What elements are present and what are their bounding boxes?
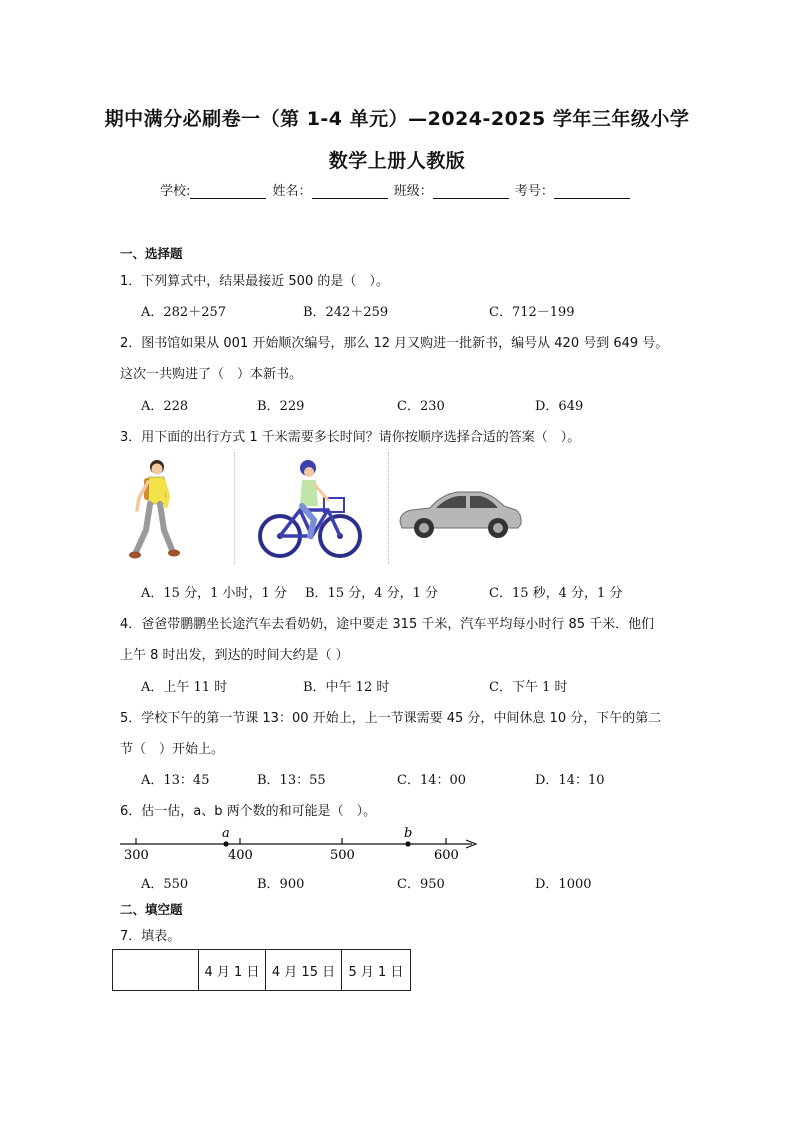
q6-option-a[interactable]: A．550 — [141, 877, 189, 892]
car-icon — [396, 484, 524, 540]
question-1: 1．下列算式中，结果最接近 500 的是（ ）。 — [120, 274, 389, 289]
walking-boy-icon — [124, 458, 182, 566]
q4-option-c[interactable]: C．下午 1 时 — [489, 680, 568, 695]
question-2: 2．图书馆如果从 001 开始顺次编号，那么 12 月又购进一批新书，编号从 420 号到 649 号。 — [120, 336, 669, 351]
table-header-may1: 5 月 1 日 — [342, 950, 411, 991]
exam-number-field[interactable] — [554, 184, 630, 199]
page-title-line2: 数学上册人教版 — [328, 150, 466, 172]
q1-option-b[interactable]: B．242＋259 — [303, 305, 389, 320]
q5-option-b[interactable]: B．13：55 — [257, 773, 326, 788]
q4-option-b[interactable]: B．中午 12 时 — [303, 680, 390, 695]
table-header-apr15: 4 月 15 日 — [266, 950, 342, 991]
q5-option-a[interactable]: A．13：45 — [141, 773, 210, 788]
question-4: 4．爸爸带鹏鹏坐长途汽车去看奶奶，途中要走 315 千米，汽车平均每小时行 85 千米．他们 — [120, 617, 655, 632]
exam-number-label: 考号： — [514, 184, 554, 199]
point-b-dot — [405, 841, 410, 846]
image-divider-2 — [388, 452, 389, 564]
q5-option-d[interactable]: D．14：10 — [535, 773, 605, 788]
cyclist-icon — [256, 458, 364, 564]
page-title: 期中满分必刷卷一（第 1-4 单元）—2024-2025 学年三年级小学 — [104, 108, 690, 130]
section-fill-heading: 二、填空题 — [120, 902, 183, 917]
q6-option-b[interactable]: B．900 — [257, 877, 305, 892]
question-4-line2: 上午 8 时出发，到达的时间大约是（ ） — [120, 648, 349, 663]
table-header-apr1: 4 月 1 日 — [199, 950, 266, 991]
image-divider — [234, 452, 235, 564]
number-line — [116, 824, 482, 866]
q3-option-b[interactable]: B．15 分，4 分，1 分 — [305, 586, 439, 601]
class-field[interactable] — [433, 184, 509, 199]
table-row — [113, 950, 411, 991]
school-field[interactable] — [190, 184, 266, 199]
q6-option-c[interactable]: C．950 — [397, 877, 445, 892]
q4-option-a[interactable]: A．上午 11 时 — [141, 680, 228, 695]
q2-option-b[interactable]: B．229 — [257, 399, 305, 414]
question-5-line2: 节（ ）开始上。 — [120, 742, 225, 757]
student-info-line — [160, 180, 632, 199]
tick-label-300: 300 — [124, 848, 149, 863]
tick-label-400: 400 — [228, 848, 253, 863]
name-field[interactable] — [312, 184, 388, 199]
q2-option-c[interactable]: C．230 — [397, 399, 445, 414]
q5-option-c[interactable]: C．14：00 — [397, 773, 467, 788]
q2-option-d[interactable]: D．649 — [535, 399, 584, 414]
question-3: 3．用下面的出行方式 1 千米需要多长时间？请你按顺序选择合适的答案（ ）。 — [120, 430, 581, 445]
q2-option-a[interactable]: A．228 — [141, 399, 189, 414]
point-a-dot — [223, 841, 228, 846]
question-6: 6．估一估，a、b 两个数的和可能是（ ）。 — [120, 804, 377, 819]
question-5: 5．学校下午的第一节课 13：00 开始上，上一节课需要 45 分，中间休息 10 分，下午的第二 — [120, 711, 662, 726]
q3-option-a[interactable]: A．15 分，1 小时，1 分 — [141, 586, 287, 601]
question-2-line2: 这次一共购进了（ ）本新书。 — [120, 367, 303, 382]
class-label: 班级： — [393, 184, 433, 199]
point-b-label: b — [404, 826, 413, 841]
section-choice-heading: 一、选择题 — [120, 246, 183, 261]
question-7: 7．填表。 — [120, 929, 181, 944]
tick-label-500: 500 — [330, 848, 355, 863]
fill-table — [112, 949, 411, 991]
table-cell-blank[interactable] — [113, 950, 199, 991]
q1-option-c[interactable]: C．712－199 — [489, 305, 575, 320]
q3-option-c[interactable]: C．15 秒，4 分，1 分 — [489, 586, 623, 601]
point-a-label: a — [222, 826, 230, 841]
tick-label-600: 600 — [434, 848, 459, 863]
name-label: 姓名： — [272, 184, 312, 199]
q6-option-d[interactable]: D．1000 — [535, 877, 592, 892]
q1-option-a[interactable]: A．282＋257 — [141, 305, 227, 320]
school-label: 学校: — [160, 184, 191, 199]
